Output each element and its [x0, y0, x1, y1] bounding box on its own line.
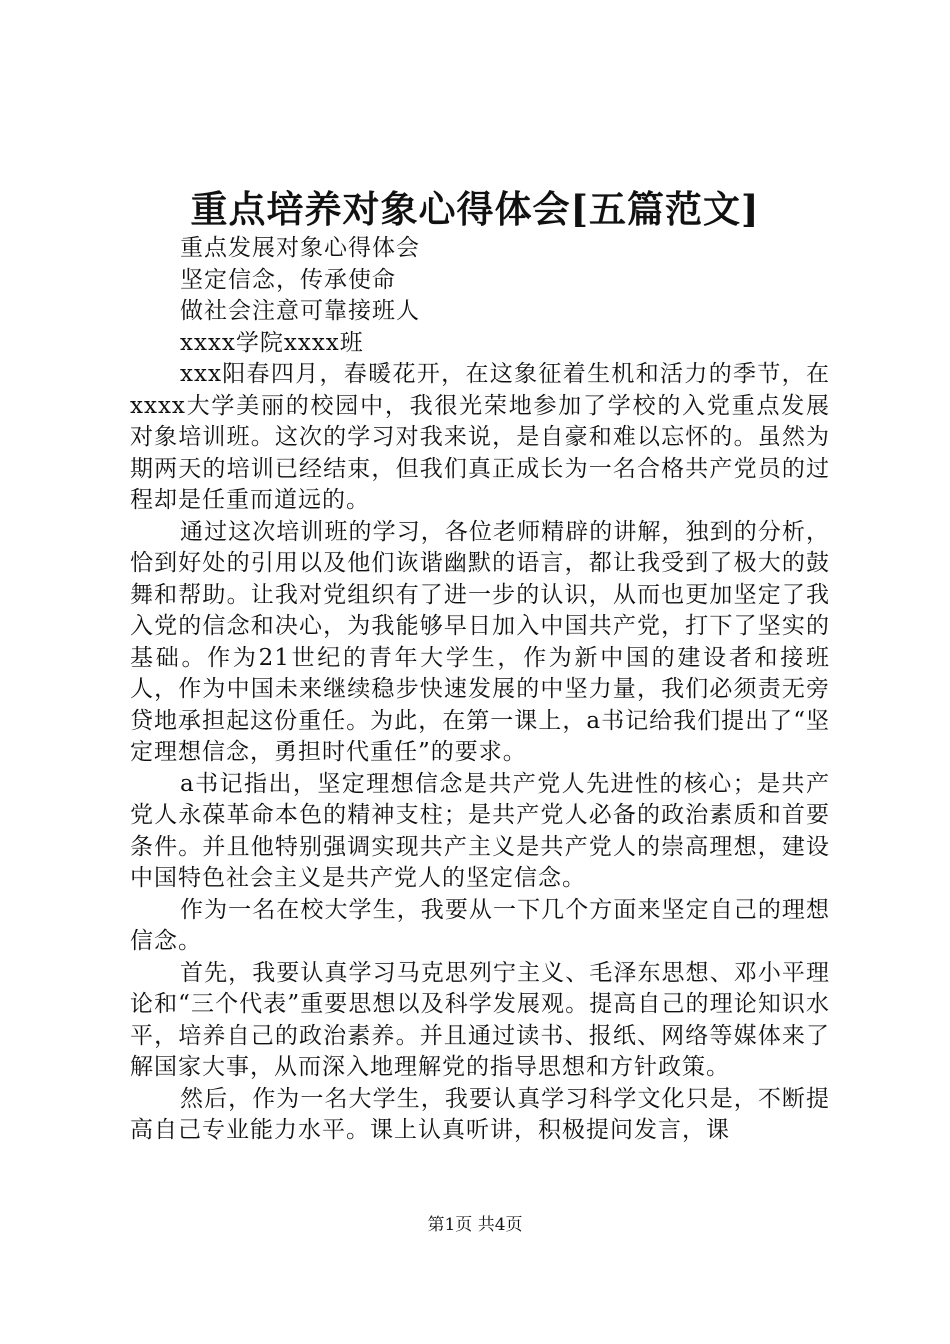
- paragraph: xxx阳春四月，春暖花开，在这象征着生机和活力的季节，在xxxx大学美丽的校园中，我很光荣地参加了学校的入党重点发展对象培训班。这次的学习对我来说，是自豪和难以忘怀的。虽然为期两天的培训已经结束，但我们真正成长为一名合格共产党员的过程却是任重而道远的。: [130, 361, 830, 513]
- motto-line: 坚定信念，传承使命: [180, 266, 396, 293]
- paragraph: 通过这次培训班的学习，各位老师精辟的讲解，独到的分析，恰到好处的引用以及他们诙谐幽默的语言，都让我受到了极大的鼓舞和帮助。让我对党组织有了进一步的认识，从而也更加坚定了我入党的信念和决心，为我能够早日加入中国共产党，打下了坚实的基础。作为21世纪的青年大学生，作为新中国的建设者和接班人，作为中国未来继续稳步快速发展的中坚力量，我们必须责无旁贷地承担起这份重任。为此，在第一课上，a书记给我们提出了“坚定理想信念，勇担时代重任”的要求。: [130, 518, 830, 765]
- paragraph: 首先，我要认真学习马克思列宁主义、毛泽东思想、邓小平理论和“三个代表”重要思想以及科学发展观。提高自己的理论知识水平，培养自己的政治素养。并且通过读书、报纸、网络等媒体来了解国家大事，从而深入地理解党的指导思想和方针政策。: [130, 959, 830, 1080]
- author-line: xxxx学院xxxx班: [180, 329, 364, 356]
- page-footer: 第1页 共4页: [427, 1215, 523, 1235]
- document-title: 重点培养对象心得体会[五篇范文]: [190, 187, 760, 231]
- document-body: [130, 233, 830, 1147]
- paragraph: a书记指出，坚定理想信念是共产党人先进性的核心；是共产党人永葆革命本色的精神支柱；是共产党人必备的政治素质和首要条件。并且他特别强调实现共产主义是共产党人的崇高理想，建设中国特色社会主义是共产党人的坚定信念。: [130, 770, 830, 891]
- paragraph: 然后，作为一名大学生，我要认真学习科学文化只是，不断提高自己专业能力水平。课上认真听讲，积极提问发言，课: [130, 1085, 830, 1143]
- motto-line: 做社会注意可靠接班人: [180, 298, 420, 324]
- subtitle-line: 重点发展对象心得体会: [180, 235, 420, 261]
- paragraph: 作为一名在校大学生，我要从一下几个方面来坚定自己的理想信念。: [130, 896, 830, 954]
